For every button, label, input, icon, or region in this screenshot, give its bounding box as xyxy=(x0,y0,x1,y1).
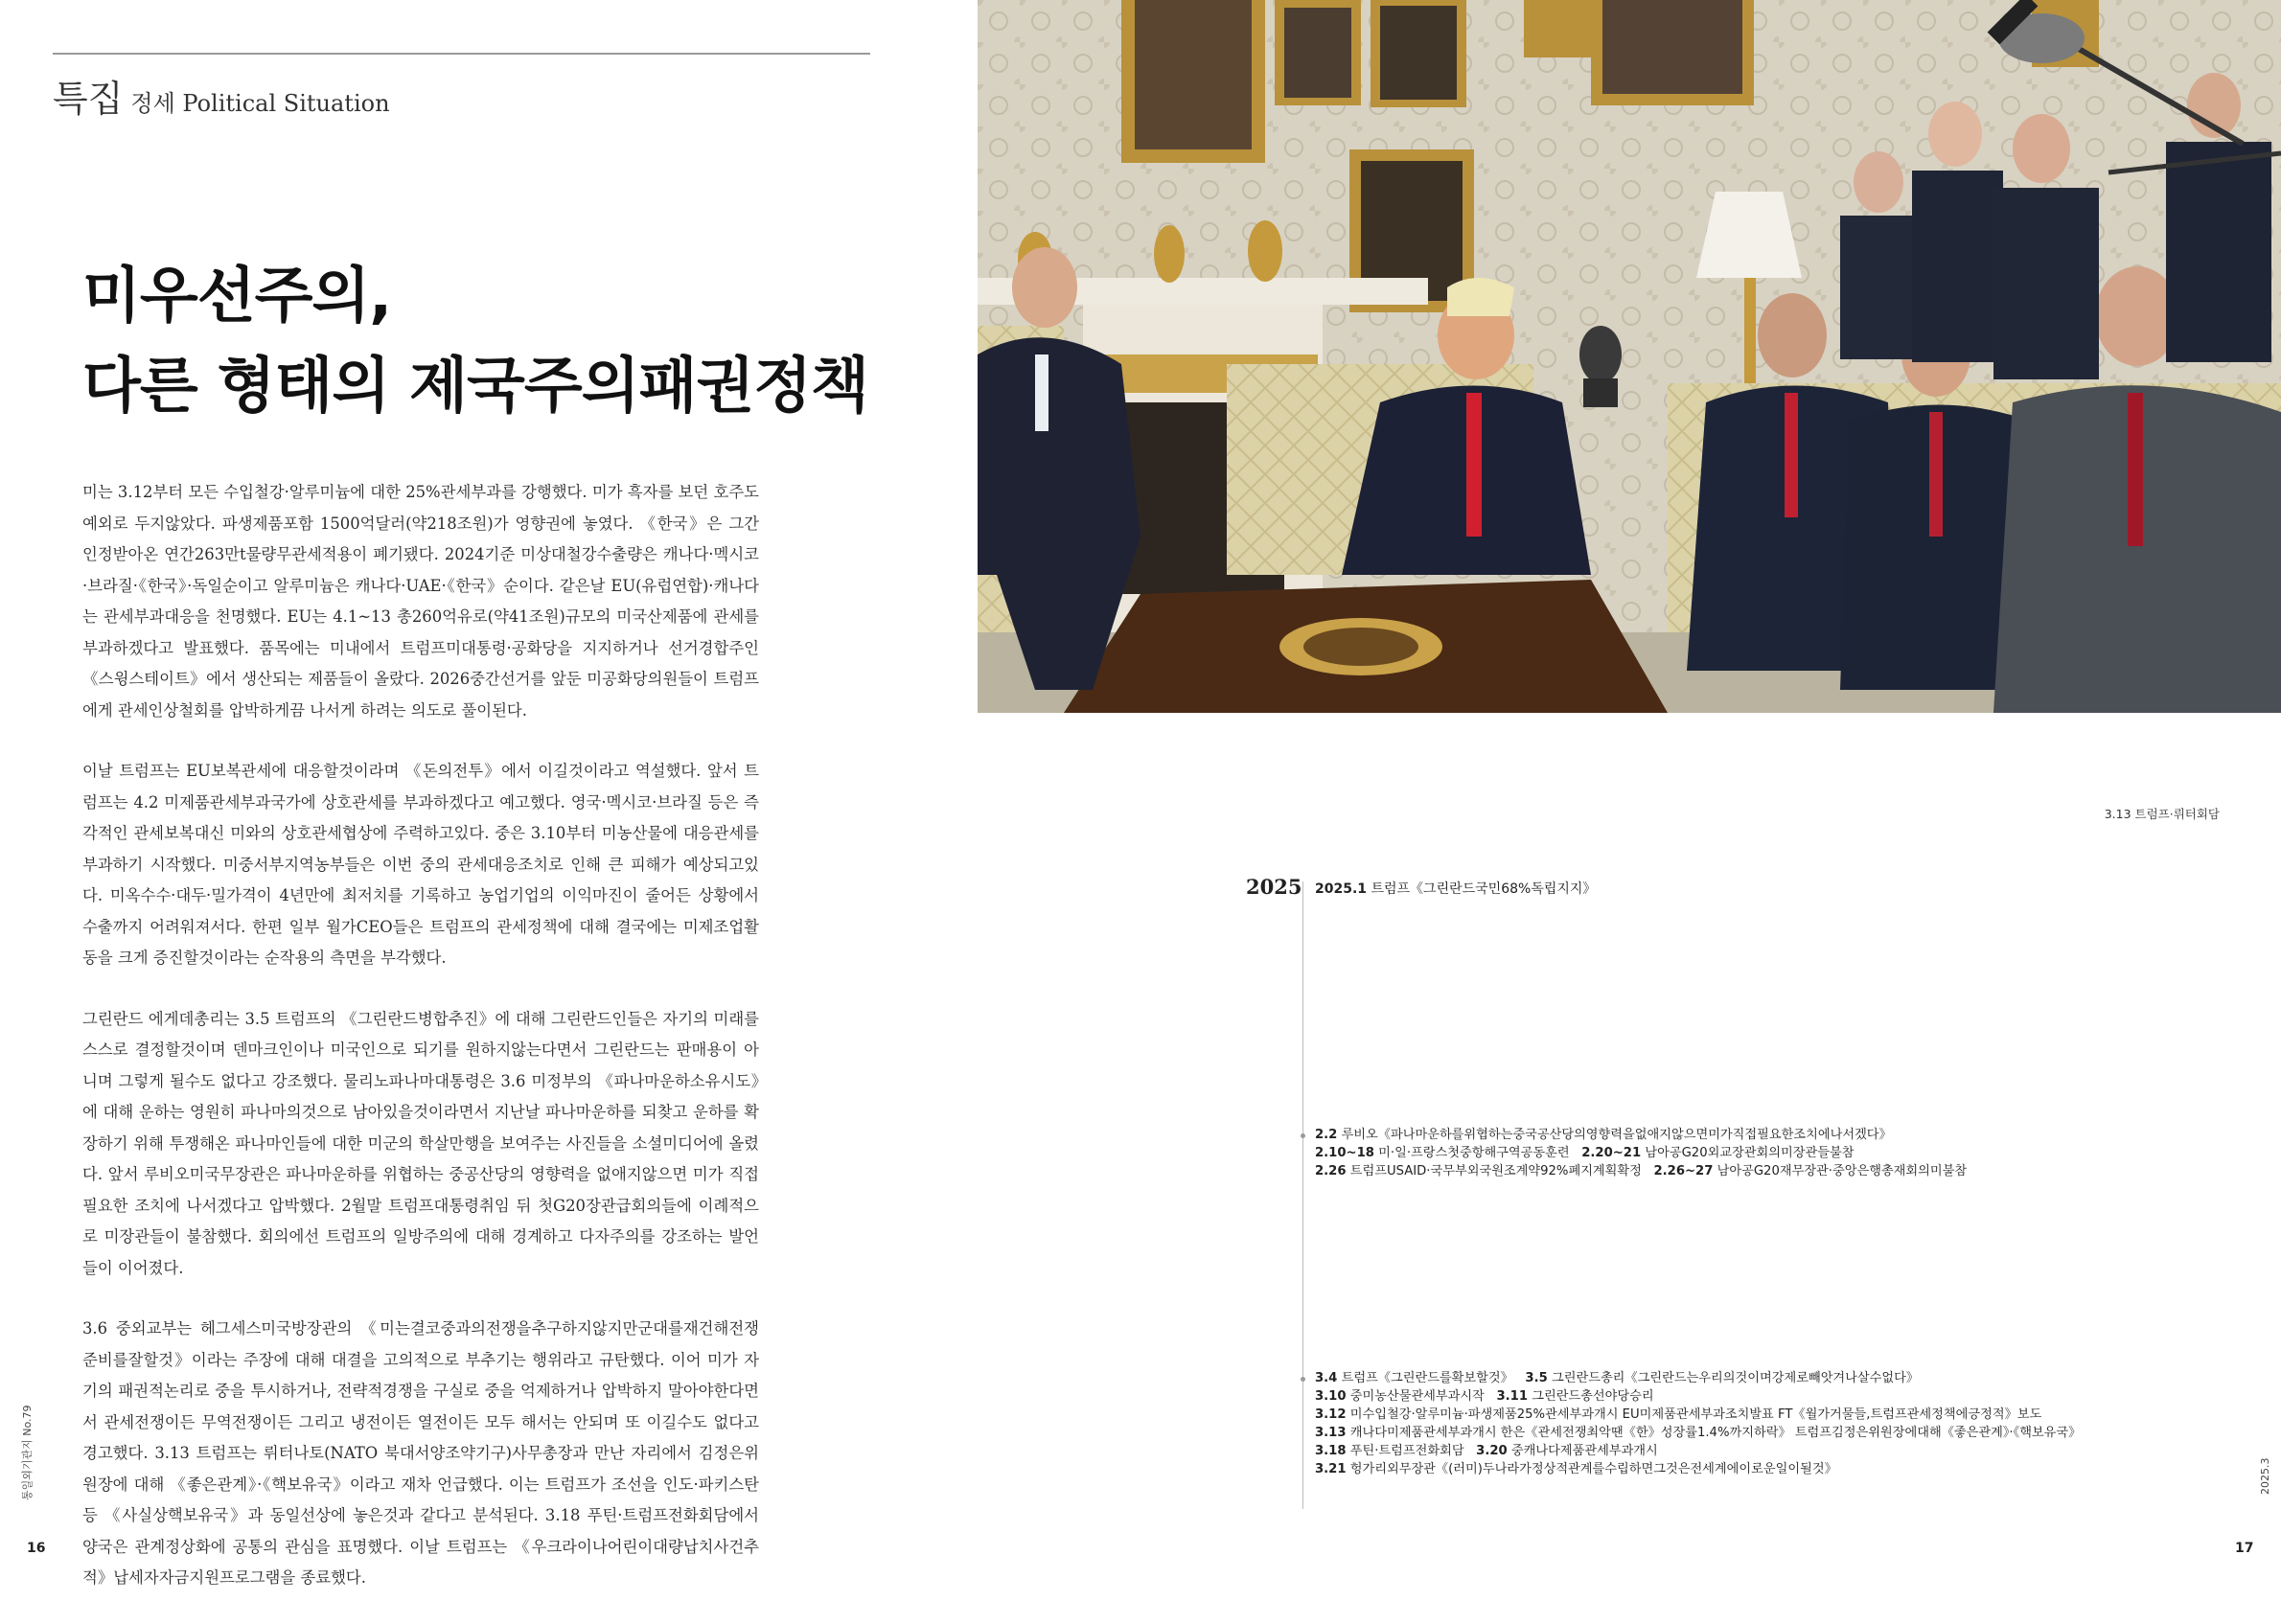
timeline-entry xyxy=(1315,1387,2081,1406)
timeline-date: 3.10 xyxy=(1315,1389,1347,1404)
timeline-entry xyxy=(1315,879,1596,898)
timeline-date: 2.20~21 xyxy=(1581,1146,1642,1160)
timeline-entry xyxy=(1315,1442,2081,1460)
left-page xyxy=(0,0,978,1612)
timeline-date: 3.12 xyxy=(1315,1407,1347,1422)
timeline-entry xyxy=(1315,1162,1967,1180)
page-number-right: 17 xyxy=(2235,1541,2254,1556)
paragraph: 미는 3.12부터 모든 수입철강·알루미늄에 대한 25%관세부과를 강행했다. 미가 흑자를 보던 호주도 예외로 두지않았다. 파생제품포함 1500억달러(약218조원)가 영향권에 놓였다. 《한국》은 그간 인정받아온 연간263만t물량무관세적용이 폐기됐다. 2024기준 미상대철강수출량은 캐나다·멕시코·브라질·《한국》·독일순이고 알루미늄은 캐나다·UAE·《한국》순이다. 같은날 EU(유럽연합)·캐나다는 관세부과대응을 천명했다. EU는 4.1~13 총260억유로(약41조원)규모의 미국산제품에 관세를 부과하겠다고 발표했다. 품목에는 미내에서 트럼프미대통령·공화당을 지지하거나 선거경합주인 《스윙스테이트》에서 생산되는 제품들이 올랐다. 2026중간선거를 앞둔 미공화당의원들이 트럼프에게 관세인상철회를 압박하게끔 나서게 하려는 의도로 풀이된다. xyxy=(82,483,759,720)
section-sublabel: 정세 Political Situation xyxy=(130,90,390,117)
section-header xyxy=(53,69,390,122)
page-number-left: 16 xyxy=(27,1541,46,1556)
article-body xyxy=(82,477,759,1624)
timeline-entry xyxy=(1315,1369,2081,1387)
timeline-text: 남아공G20재무장관·중앙은행총재회의미불참 xyxy=(1717,1164,1968,1178)
timeline-date: 3.5 xyxy=(1525,1371,1548,1385)
timeline-date: 3.11 xyxy=(1496,1389,1529,1404)
timeline-axis xyxy=(1302,881,1303,1509)
timeline-date: 3.18 xyxy=(1315,1444,1347,1458)
timeline-text: 중캐나다제품관세부과개시 xyxy=(1510,1444,1658,1458)
section-label: 특집 xyxy=(53,78,124,120)
headline-line-1: 미우선주의, xyxy=(82,261,392,331)
timeline-date: 2.26 xyxy=(1315,1164,1347,1178)
timeline-text: 트럼프《그린란드국민68%독립지지》 xyxy=(1371,881,1597,897)
timeline-entry xyxy=(1315,1424,2081,1442)
photo-illustration xyxy=(978,0,2281,713)
photo-caption: 3.13 트럼프·뤼터회담 xyxy=(2104,807,2220,821)
timeline-text: 푸틴·트럼프전화회담 xyxy=(1349,1444,1464,1458)
timeline-entry xyxy=(1315,1126,1967,1144)
timeline-entry xyxy=(1315,1144,1967,1162)
article-headline xyxy=(82,251,868,431)
right-page xyxy=(978,0,2281,1612)
timeline-date: 3.13 xyxy=(1315,1426,1347,1440)
timeline-entry xyxy=(1315,1406,2081,1424)
timeline-marker xyxy=(1301,1377,1305,1382)
headline-line-2: 다른 형태의 제국주의패권정책 xyxy=(82,351,869,421)
timeline-date: 2.10~18 xyxy=(1315,1146,1374,1160)
timeline-year: 2025 xyxy=(1246,875,1302,899)
publication-spine-left: 통일외기관지 No.79 xyxy=(21,1405,34,1500)
timeline-entry xyxy=(1315,1460,2081,1478)
timeline-group-march xyxy=(1315,1369,2081,1478)
timeline-text: 중미농산물관세부과시작 xyxy=(1349,1389,1485,1404)
timeline-text: 남아공G20외교장관회의미장관들불참 xyxy=(1645,1146,1855,1160)
timeline-text: 미·일·프랑스첫중항해구역공동훈련 xyxy=(1378,1146,1570,1160)
timeline-text: 그린란드총선야당승리 xyxy=(1532,1389,1654,1404)
timeline-date: 3.20 xyxy=(1476,1444,1508,1458)
header-rule xyxy=(53,53,870,55)
publication-spine-right: 2025.3 xyxy=(2259,1457,2271,1495)
timeline-date: 2.2 xyxy=(1315,1128,1338,1142)
timeline-marker xyxy=(1301,1133,1305,1138)
timeline-date: 3.4 xyxy=(1315,1371,1338,1385)
timeline-text: 캐나다미제품관세부과개시 한은《관세전쟁최악땐《한》성장률1.4%까지하락》 트럼프김정은위원장에대해《좋은관계》·《핵보유국》 xyxy=(1349,1426,2082,1440)
timeline-text: 트럼프《그린란드를확보할것》 xyxy=(1341,1371,1513,1385)
timeline-text: 미수입철강·알루미늄·파생제품25%관세부과개시 EU미제품관세부과조치발표 FT《월가거물들,트럼프관세정책에긍정적》보도 xyxy=(1349,1407,2042,1422)
paragraph: 3.6 중외교부는 헤그세스미국방장관의 《미는결코중과의전쟁을추구하지않지만군대를재건해전쟁준비를잘할것》이라는 주장에 대해 대결을 고의적으로 부추기는 행위라고 규탄했다. 이어 미가 자기의 패권적논리로 중을 투시하거나, 전략적경쟁을 구실로 중을 억제하거나 압박하지 말아야한다면서 관세전쟁이든 무역전쟁이든 그리고 냉전이든 열전이든 모두 해서는 안되며 또 이길수도 없다고 경고했다. 3.13 트럼프는 뤼터나토(NATO 북대서양조약기구)사무총장과 만난 자리에서 김정은위원장에 대해 《좋은관계》·《핵보유국》이라고 재차 언급했다. 이는 트럼프가 조선을 인도·파키스탄등 《사실상핵보유국》과 동일선상에 놓은것과 같다고 분석된다. 3.18 푸틴·트럼프전화회담에서 양국은 관계정상화에 공통의 관심을 표명했다. 이날 트럼프는 《우크라이나어린이대량납치사건추적》납세자자금지원프로그램을 종료했다. xyxy=(82,1319,760,1587)
timeline-group-february xyxy=(1315,1126,1967,1180)
timeline-text: 루비오《파나마운하를위협하는중국공산당의영향력을없애지않으면미가직접필요한조치에나서겠다》 xyxy=(1341,1128,1892,1142)
timeline-text: 트럼프USAID·국무부외국원조계약92%폐지계획확정 xyxy=(1349,1164,1642,1178)
meeting-photo xyxy=(978,0,2281,713)
paragraph: 이날 트럼프는 EU보복관세에 대응할것이라며 《돈의전투》에서 이길것이라고 역설했다. 앞서 트럼프는 4.2 미제품관세부과국가에 상호관세를 부과하겠다고 예고했다. 영국·멕시코·브라질 등은 즉각적인 관세보복대신 미와의 상호관세협상에 주력하고있다. 중은 3.10부터 미농산물에 대응관세를 부과하기 시작했다. 미중서부지역농부들은 이번 중의 관세대응조치로 인해 큰 피해가 예상되고있다. 미옥수수·대두·밀가격이 4년만에 최저치를 기록하고 농업기업의 이익마진이 줄어든 상황에서 수출까지 어려워져서다. 한편 일부 월가CEO들은 트럼프의 관세정책에 대해 결국에는 미제조업활동을 크게 증진할것이라는 순작용의 측면을 부각했다. xyxy=(82,762,759,967)
timeline-text: 헝가리외무장관《(러미)두나라가정상적관계를수립하면그것은전세계에이로운일이될것》 xyxy=(1349,1462,1837,1476)
paragraph: 그린란드 에게데총리는 3.5 트럼프의 《그린란드병합추진》에 대해 그린란드인들은 자기의 미래를 스스로 결정할것이며 덴마크인이나 미국인으로 되기를 원하지않는다면서 그린란드는 판매용이 아니며 그렇게 될수도 없다고 강조했다. 물리노파나마대통령은 3.6 미정부의 《파나마운하소유시도》에 대해 운하는 영원히 파나마의것으로 남아있을것이라면서 지난날 파나마운하를 되찾고 운하를 확장하기 위해 투쟁해온 파나마인들에 대한 미군의 학살만행을 보여주는 사진들을 소셜미디어에 올렸다. 앞서 루비오미국무장관은 파나마운하를 위협하는 중공산당의 영향력을 없애지않으면 미가 직접 필요한 조치에 나서겠다고 압박했다. 2월말 트럼프대통령취임 뒤 첫G20장관급회의들에 이례적으로 미장관들이 불참했다. 회의에선 트럼프의 일방주의에 대해 경계하고 다자주의를 강조하는 발언들이 이어졌다. xyxy=(82,1009,759,1277)
timeline-date: 2.26~27 xyxy=(1653,1164,1714,1178)
timeline-date: 3.21 xyxy=(1315,1462,1347,1476)
timeline-text: 그린란드총리《그린란드는우리의것이며강제로빼앗겨나살수없다》 xyxy=(1551,1371,1920,1385)
timeline-date: 2025.1 xyxy=(1315,881,1368,897)
